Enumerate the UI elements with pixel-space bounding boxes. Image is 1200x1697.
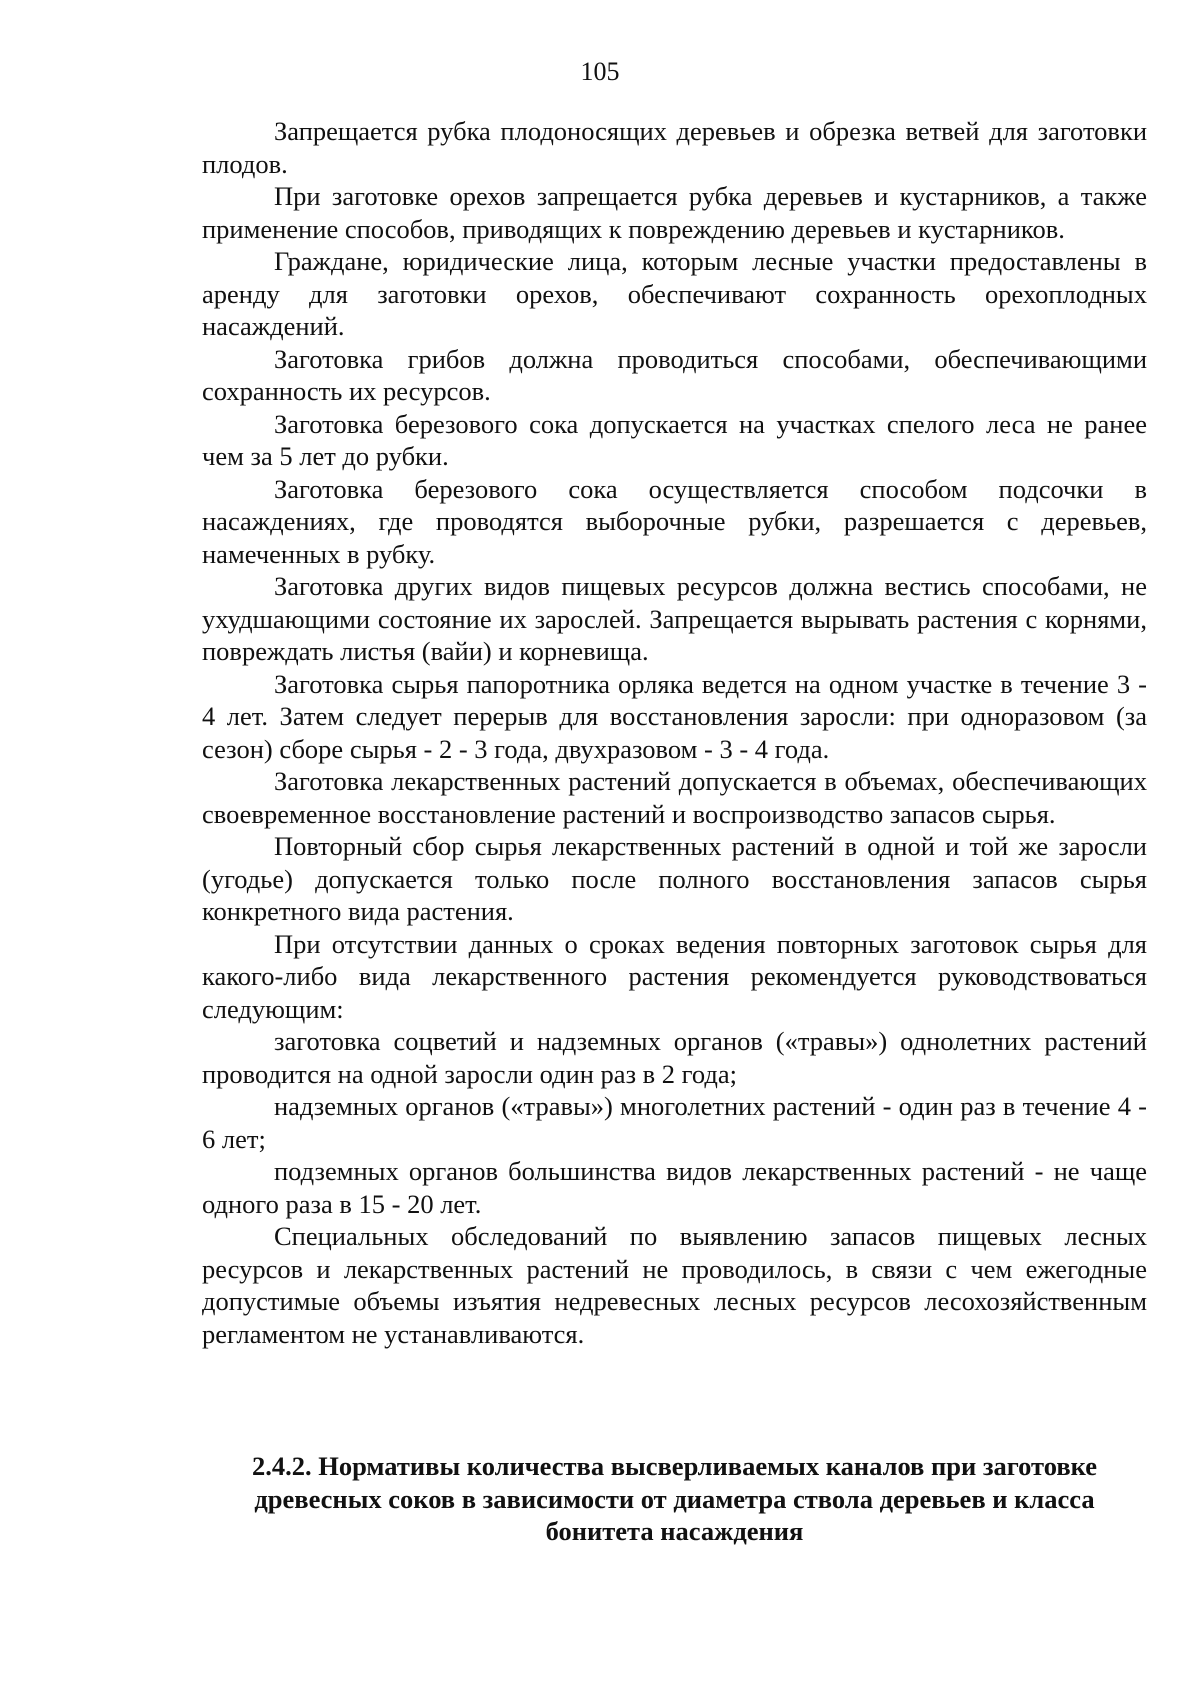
paragraph-repeat-collection: Повторный сбор сырья лекарственных растений в одной и той же заросли (угодье) допускается только после полного восстановления запасов сырья конкретного вида растения. — [202, 831, 1147, 926]
paragraph-other-food-resources: Заготовка других видов пищевых ресурсов должна вестись способами, не ухудшающими состояние их зарослей. Запрещается вырывать растения с корнями, повреждать листья (вайи) и корневища. — [202, 571, 1147, 666]
paragraph-nut-lease: Граждане, юридические лица, которым лесные участки предоставлены в аренду для заготовки орехов, обеспечивают сохранность орехоплодных насаждений. — [202, 246, 1147, 341]
paragraph-medicinal-volume: Заготовка лекарственных растений допускается в объемах, обеспечивающих своевременное восстановление растений и воспроизводство запасов сырья. — [202, 766, 1147, 829]
section-heading: 2.4.2. Нормативы количества высверливаемых каналов при заготовке древесных соков в зависимости от диаметра ствола деревьев и класса бонитета насаждения — [251, 1451, 1097, 1546]
paragraph-no-data-guidance: При отсутствии данных о сроках ведения повторных заготовок сырья для какого-либо вида лекарственного растения рекомендуется руководствоваться следующим: — [202, 928, 1147, 1024]
paragraph-fruit-trees: Запрещается рубка плодоносящих деревьев и обрезка ветвей для заготовки плодов. — [202, 116, 1147, 179]
page-number: 105 — [580, 57, 620, 86]
paragraph-bracken-fern: Заготовка сырья папоротника орляка ведется на одном участке в течение 3 - 4 лет. Затем следует перерыв для восстановления заросли: при одноразовом (за сезон) сборе сырья - 2 - 3 года, двухразовом - 3 - 4 года. — [202, 668, 1147, 764]
paragraph-mushrooms: Заготовка грибов должна проводиться способами, обеспечивающими сохранность их ресурсов. — [202, 343, 1147, 406]
paragraph-underground-organs: подземных органов большинства видов лекарственных растений - не чаще одного раза в 15 - 20 лет. — [202, 1156, 1147, 1219]
paragraph-special-surveys: Специальных обследований по выявлению запасов пищевых лесных ресурсов и лекарственных растений не проводилось, в связи с чем ежегодные допустимые объемы изъятия недревесных лесных ресурсов лесохозяйственным регламентом не устанавливаются. — [202, 1221, 1147, 1349]
paragraph-nut-harvesting: При заготовке орехов запрещается рубка деревьев и кустарников, а также применение способов, приводящих к повреждению деревьев и кустарников. — [202, 181, 1147, 244]
paragraph-birch-sap-method: Заготовка березового сока осуществляется способом подсочки в насаждениях, где проводятся выборочные рубки, разрешается с деревьев, намеченных в рубку. — [202, 473, 1147, 569]
document-body — [202, 115, 1147, 1350]
paragraph-perennial-plants: надземных органов («травы») многолетних растений - один раз в течение 4 - 6 лет; — [202, 1091, 1147, 1154]
paragraph-birch-sap-timing: Заготовка березового сока допускается на участках спелого леса не ранее чем за 5 лет до рубки. — [202, 408, 1147, 471]
paragraph-annual-plants: заготовка соцветий и надземных органов («травы») однолетних растений проводится на одной заросли один раз в 2 года; — [202, 1026, 1147, 1089]
